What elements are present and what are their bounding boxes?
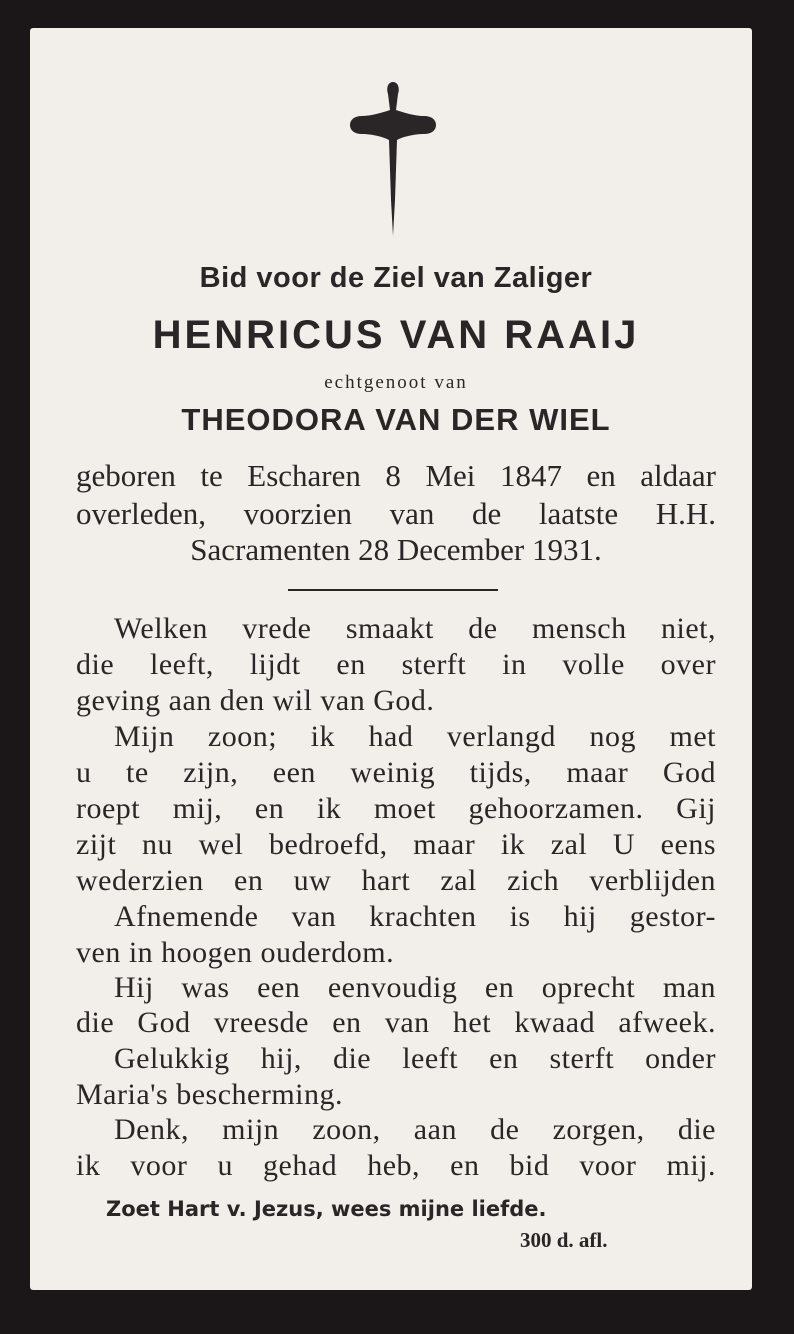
bio-line: Sacramenten 28 December 1931. (190, 532, 602, 567)
bio-line: overleden, voorzien van de laatste H.H. (76, 496, 716, 531)
text-line: Denk, mijn zoon, aan de zorgen, die (114, 1113, 716, 1146)
deceased-name: HENRICUS VAN RAAIJ (152, 313, 640, 357)
ejaculation-prayer: Zoet Hart v. Jezus, wees mijne liefde. (106, 1197, 547, 1221)
text-line: Gelukkig hij, die leeft en sterft onder (114, 1042, 716, 1075)
text-line: u te zijn, een weinig tijds, maar God (76, 756, 716, 789)
cross-icon (348, 80, 438, 238)
text-line: roept mij, en ik moet gehoorzamen. Gij (76, 792, 716, 825)
prayer-heading: Bid voor de Ziel van Zaliger (199, 262, 593, 294)
text-line: wederzien en uw hart zal zich verblijden (76, 864, 716, 897)
bio-line: geboren te Escharen 8 Mei 1847 en aldaar (76, 458, 716, 493)
text-line: Welken vrede smaakt de mensch niet, (114, 612, 716, 645)
text-line: ven in hoogen ouderdom. (76, 936, 395, 969)
text-line: Mijn zoon; ik had verlangd nog met (114, 720, 716, 753)
text-line: Maria's bescherming. (76, 1078, 343, 1111)
text-line: Hij was een eenvoudig en oprecht man (114, 971, 716, 1004)
spouse-name: THEODORA VAN DER WIEL (181, 402, 611, 437)
text-line: geving aan den wil van God. (76, 684, 435, 717)
spouse-of-label: echtgenoot van (324, 372, 468, 393)
text-line: die leeft, lijdt en sterft in volle over (76, 648, 716, 681)
text-line: Afnemende van krachten is hij gestor- (114, 900, 716, 933)
indulgence-note: 300 d. afl. (520, 1228, 608, 1252)
text-line: zijt nu wel bedroefd, maar ik zal U eens (76, 828, 716, 861)
divider-rule (288, 589, 498, 591)
text-line: ik voor u gehad heb, en bid voor mij. (76, 1149, 716, 1182)
text-line: die God vreesde en van het kwaad afweek. (76, 1006, 716, 1039)
